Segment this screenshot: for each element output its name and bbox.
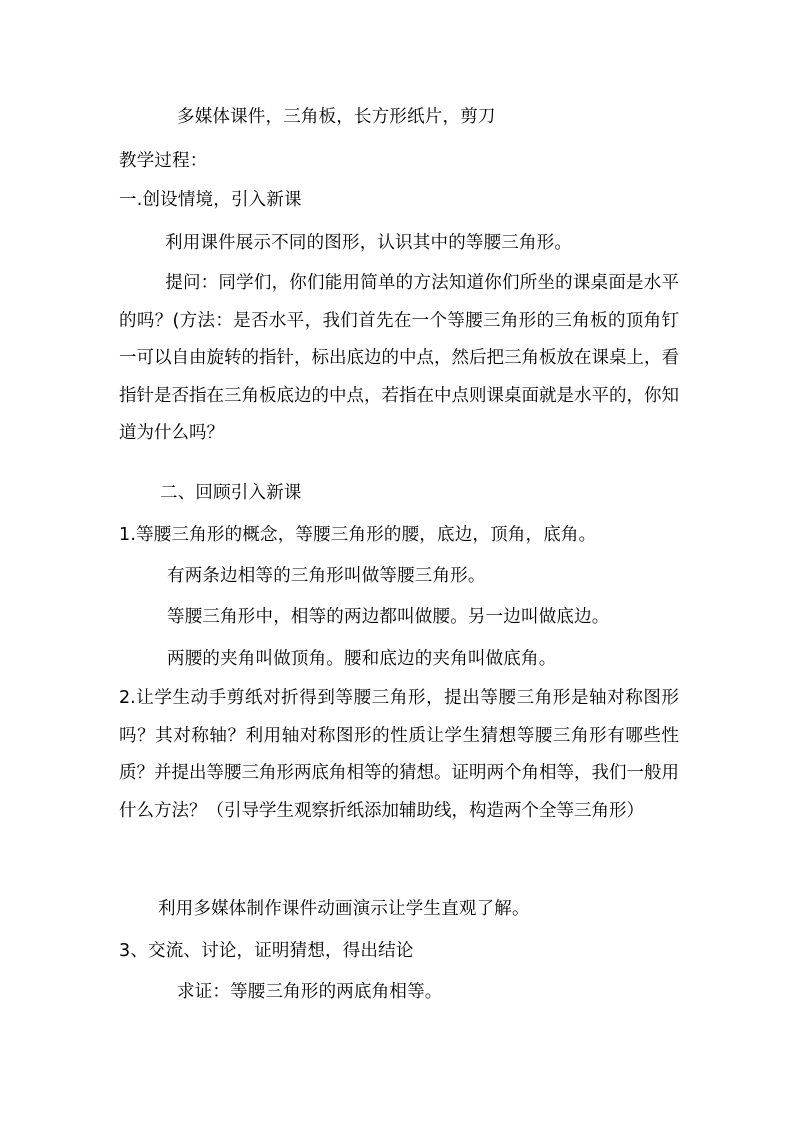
section1-paragraph-2-text: 提问：同学们，你们能用简单的方法知道你们所坐的课桌面是水平的吗？(方法：是否水平，我们首先在一个等腰三角形的三角板的顶角钉一可以自由旋转的指针，标出底边的中点，然后把三角板放在课桌上，看指针是否指在三角板底边的中点，若指在中点则课桌面就是水平的，你知道为什么吗？ <box>119 273 679 443</box>
section1-paragraph-2 <box>119 265 679 453</box>
item1-definition-2: 等腰三角形中，相等的两边都叫做腰。另一边叫做底边。 <box>167 607 610 627</box>
section2-heading: 二、回顾引入新课 <box>160 483 302 503</box>
section1-paragraph-1: 利用课件展示不同的图形，认识其中的等腰三角形。 <box>165 233 573 253</box>
item2-demo: 利用多媒体制作课件动画演示让学生直观了解。 <box>158 899 530 919</box>
item1-definition-3: 两腰的夹角叫做顶角。腰和底边的夹角叫做底角。 <box>167 649 557 669</box>
item1-definition-1: 有两条边相等的三角形叫做等腰三角形。 <box>167 566 486 586</box>
process-heading: 教学过程： <box>119 151 208 171</box>
item3-prove: 求证：等腰三角形的两底角相等。 <box>177 982 443 1002</box>
item2-paragraph: 2.让学生动手剪纸对折得到等腰三角形，提出等腰三角形是轴对称图形吗？其对称轴？利用轴对称图形的性质让学生猜想等腰三角形有哪些性质？并提出等腰三角形两底角相等的猜想。证明两个角相等，我们一般用什么方法？（引导学生观察折纸添加辅助线，构造两个全等三角形） <box>119 688 679 821</box>
item1-concept: 1.等腰三角形的概念，等腰三角形的腰，底边，顶角，底角。 <box>119 525 597 545</box>
item3-heading: 3、交流、讨论，证明猜想，得出结论 <box>119 941 414 961</box>
section1-heading: 一.创设情境，引入新课 <box>119 190 302 210</box>
materials-line: 多媒体课件，三角板，长方形纸片，剪刀 <box>177 107 496 127</box>
